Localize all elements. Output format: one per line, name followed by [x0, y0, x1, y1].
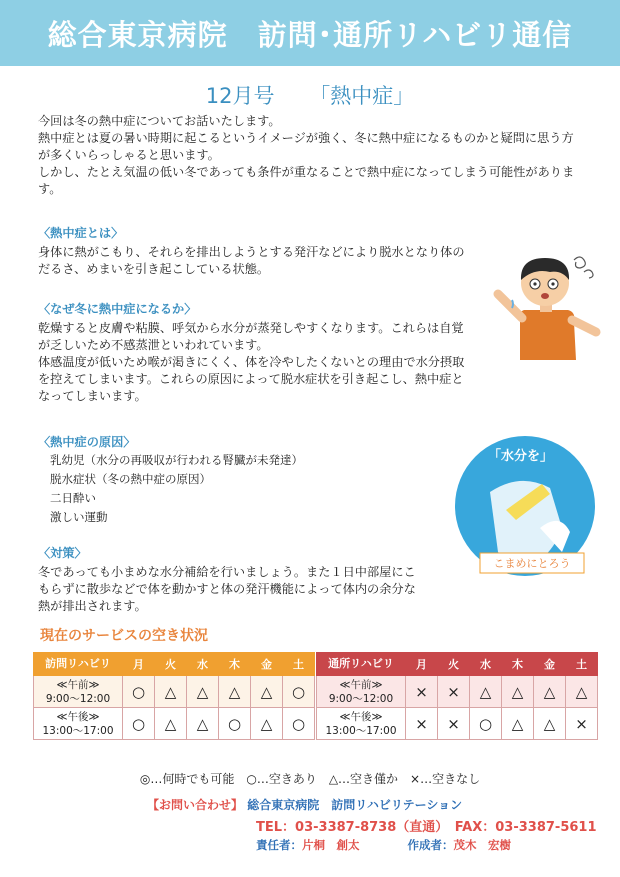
list-item: 乳幼児（水分の再吸収が行われる腎臓が未発達） — [50, 453, 303, 467]
table-header — [34, 653, 315, 676]
staff-line — [256, 837, 511, 853]
issue-heading — [0, 80, 620, 110]
phone-fax: TEL：03-3387-8738（直通） FAX：03-3387-5611 — [256, 820, 597, 835]
section-heading-what: 〈熱中症とは〉 — [38, 226, 124, 240]
day-header: 金 — [251, 653, 283, 676]
service-title: 現在のサービスの空き状況 — [40, 628, 208, 644]
illustration-caption: こまめにとろう — [493, 557, 571, 570]
slot-time: 9:00～12:00 — [328, 692, 394, 705]
contact-line — [147, 796, 462, 813]
intro-line: しかし、たとえ気温の低い冬であっても条件が重なることで熱中症になってしまう可能性がありま — [38, 165, 575, 179]
section-heading-why: 〈なぜ冬に熱中症になるか〉 — [38, 302, 197, 316]
intro-line: す。 — [38, 182, 62, 196]
text-line: 身体に熱がこもり、それらを排出しようとする発汗などにより脱水となり体の — [38, 245, 465, 259]
intro-line: 今回は冬の熱中症についてお話いたします。 — [38, 114, 281, 128]
section-heading-causes: 〈熱中症の原因〉 — [38, 435, 136, 449]
text-line: もらずに散歩などで体を動かすと体の発汗機能によって体内の余分な — [38, 582, 416, 596]
availability-legend: ◎…何時でも可能 ○…空きあり △…空き僅か ×…空きなし — [139, 772, 481, 786]
table-row — [317, 708, 598, 740]
text-line: なってしまいます。 — [38, 389, 147, 403]
slot-time: 13:00～17:00 — [325, 724, 397, 737]
day-header: 水 — [187, 653, 219, 676]
availability-cell: ○ — [283, 676, 315, 708]
illustration-bubble: 「水分を」 — [488, 449, 554, 464]
availability-cell: △ — [251, 676, 283, 708]
time-slot — [34, 676, 123, 708]
availability-cell: △ — [534, 708, 566, 740]
newsletter-title: 総合東京病院 訪問･通所リハビリ通信 — [47, 18, 573, 52]
availability-cell: × — [438, 708, 470, 740]
section-text-measures — [38, 564, 416, 615]
dizzy-boy-illustration — [490, 250, 605, 362]
availability-cell: ○ — [470, 708, 502, 740]
slot-label: ≪午後≫ — [339, 710, 383, 723]
text-line: が乏しいため不感蒸泄といわれています。 — [38, 338, 269, 352]
day-header: 金 — [534, 653, 566, 676]
table-row — [317, 676, 598, 708]
text-line: 乾燥すると皮膚や粘膜、呼気から水分が蒸発しやすくなります。これらは自覚 — [38, 321, 464, 335]
responsible-label: 責任者： — [256, 838, 302, 852]
slot-label: ≪午前≫ — [56, 678, 100, 691]
availability-cell: ○ — [219, 708, 251, 740]
list-item: 脱水症状（冬の熱中症の原因） — [50, 472, 211, 486]
author-name: 茂木 宏樹 — [453, 838, 512, 852]
day-header: 火 — [155, 653, 187, 676]
table-row — [34, 708, 315, 740]
availability-cell: △ — [187, 708, 219, 740]
time-slot — [317, 708, 406, 740]
contact-org: 総合東京病院 訪問リハビリテーション — [247, 798, 463, 812]
day-header: 月 — [406, 653, 438, 676]
table-row — [34, 676, 315, 708]
slot-label: ≪午前≫ — [339, 678, 383, 691]
section-text-why — [38, 320, 464, 405]
intro-line: 熱中症とは夏の暑い時期に起こるというイメージが強く、冬に熱中症になるものかと疑問に思う方 — [38, 131, 574, 145]
availability-cell: ○ — [123, 676, 155, 708]
contact-label: 【お問い合わせ】 — [147, 798, 244, 812]
day-header: 土 — [566, 653, 598, 676]
list-item: 二日酔い — [50, 491, 96, 505]
intro-text — [38, 113, 574, 198]
table-title: 訪問リハビリ — [34, 653, 123, 676]
availability-cell: △ — [502, 708, 534, 740]
section-heading-measures: 〈対策〉 — [38, 546, 87, 560]
author-label: 作成者： — [407, 838, 454, 852]
day-header: 水 — [470, 653, 502, 676]
day-header: 火 — [438, 653, 470, 676]
causes-list — [50, 451, 303, 527]
section-text-what — [38, 244, 465, 278]
availability-cell: △ — [155, 676, 187, 708]
slot-time: 13:00～17:00 — [42, 724, 114, 737]
text-line: 熱が排出されます。 — [38, 599, 147, 613]
day-header: 木 — [219, 653, 251, 676]
issue-month: 12月号 — [205, 84, 275, 108]
day-header: 土 — [283, 653, 315, 676]
list-item: 激しい運動 — [50, 510, 108, 524]
availability-cell: △ — [470, 676, 502, 708]
header-banner — [0, 0, 620, 66]
text-line: 冬であっても小まめな水分補給を行いましょう。また１日中部屋にこ — [38, 565, 416, 579]
text-line: だるさ、めまいを引き起こしている状態。 — [38, 262, 270, 276]
time-slot — [34, 708, 123, 740]
text-line: 体感温度が低いため喉が渇きにくく、体を冷やしたくないとの理由で水分摂取 — [38, 355, 465, 369]
slot-time: 9:00～12:00 — [45, 692, 111, 705]
availability-cell: △ — [187, 676, 219, 708]
drinking-water-illustration — [450, 432, 600, 582]
issue-topic: 「熱中症」 — [309, 84, 415, 108]
table-header — [317, 653, 598, 676]
availability-cell: × — [406, 708, 438, 740]
availability-cell: × — [438, 676, 470, 708]
time-slot — [317, 676, 406, 708]
availability-cell: △ — [566, 676, 598, 708]
availability-cell: ○ — [283, 708, 315, 740]
day-header: 木 — [502, 653, 534, 676]
availability-cell: △ — [251, 708, 283, 740]
availability-cell: △ — [502, 676, 534, 708]
availability-cell: △ — [219, 676, 251, 708]
availability-cell: × — [406, 676, 438, 708]
intro-line: が多くいらっしゃると思います。 — [38, 148, 220, 162]
text-line: を控えてしまいます。これらの原因によって脱水症状を引き起こし、熱中症と — [38, 372, 464, 386]
availability-cell: △ — [534, 676, 566, 708]
slot-label: ≪午後≫ — [56, 710, 100, 723]
availability-cell: △ — [155, 708, 187, 740]
availability-cell: × — [566, 708, 598, 740]
day-rehab-table — [316, 652, 598, 740]
table-title: 通所リハビリ — [317, 653, 406, 676]
availability-cell: ○ — [123, 708, 155, 740]
visit-rehab-table — [33, 652, 315, 740]
responsible-name: 片桐 創太 — [302, 838, 360, 852]
day-header: 月 — [123, 653, 155, 676]
